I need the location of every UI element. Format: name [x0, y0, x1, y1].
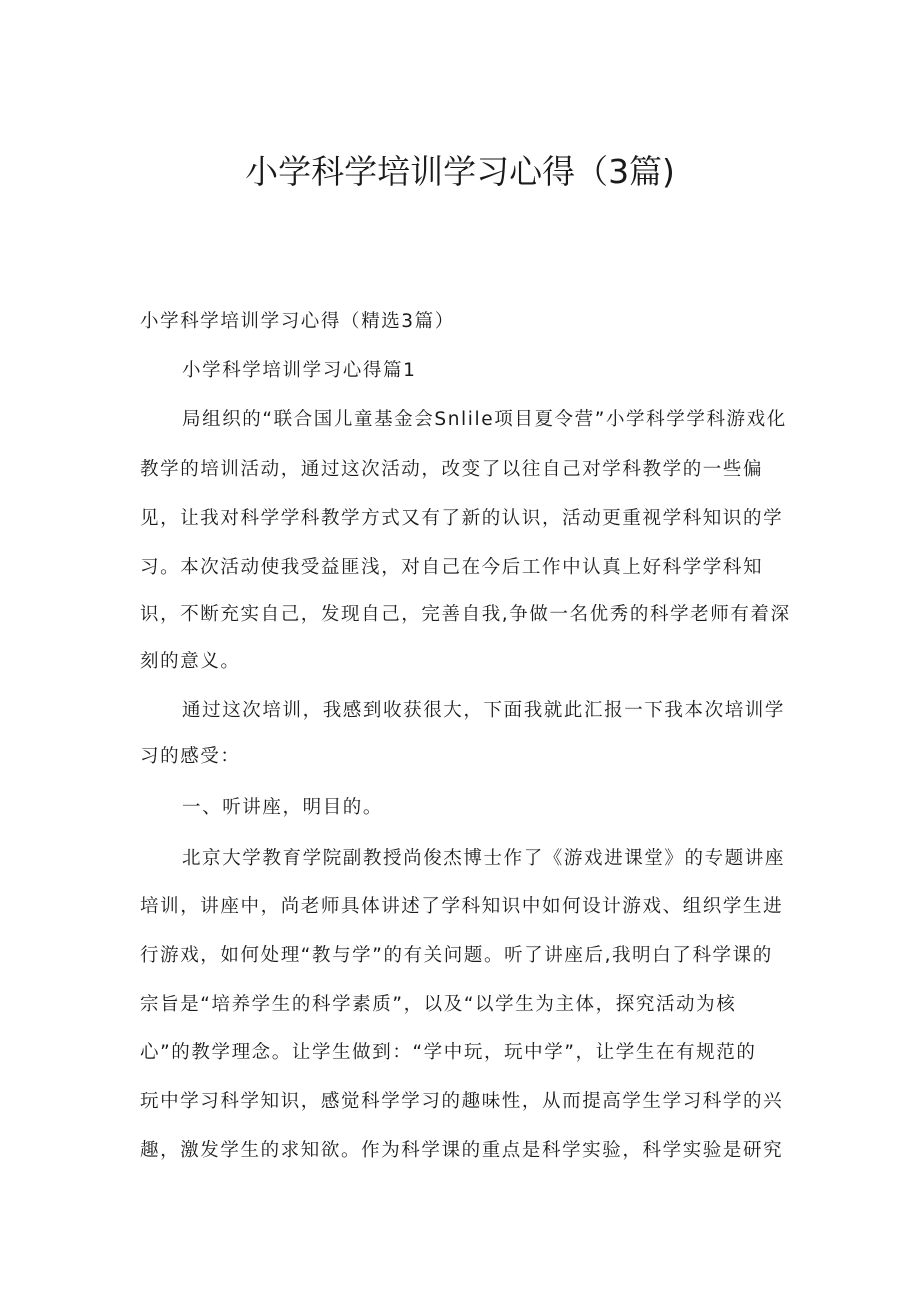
paragraph-line: 识，不断充实自己，发现自己，完善自我,争做一名优秀的科学老师有着深: [140, 604, 791, 625]
paragraph-line: 刻的意义。: [140, 651, 241, 672]
document-subtitle: 小学科学培训学习心得（精选3篇）: [140, 311, 455, 332]
section-heading: 小学科学培训学习心得篇1: [182, 360, 417, 381]
paragraph-line: 宗旨是“培养学生的科学素质”，以及“以学生为主体，探究活动为核: [140, 994, 737, 1015]
paragraph-line: 习。本次活动使我受益匪浅，对自己在今后工作中认真上好科学学科知: [140, 557, 764, 578]
paragraph-line: 见，让我对科学学科教学方式又有了新的认识，活动更重视学科知识的学: [140, 508, 784, 529]
paragraph-line: 培训，讲座中，尚老师具体讲述了学科知识中如何设计游戏、组织学生进: [140, 896, 784, 917]
list-heading: 一、听讲座，明目的。: [182, 797, 384, 818]
document-title: 小学科学培训学习心得（3篇): [245, 152, 675, 191]
paragraph-line: 局组织的“联合国儿童基金会Snlile项目夏令营”小学科学学科游戏化: [182, 409, 787, 430]
paragraph-line: 趣，激发学生的求知欲。作为科学课的重点是科学实验，科学实验是研究: [140, 1140, 784, 1161]
paragraph-line: 玩中学习科学知识，感觉科学学习的趣味性，从而提高学生学习科学的兴: [140, 1091, 784, 1112]
paragraph-line: 心”的教学理念。让学生做到：“学中玩，玩中学”，让学生在有规范的: [140, 1042, 757, 1063]
paragraph-line: 教学的培训活动，通过这次活动，改变了以往自己对学科教学的一些偏: [140, 459, 764, 480]
paragraph-line: 通过这次培训，我感到收获很大，下面我就此汇报一下我本次培训学: [182, 700, 786, 721]
paragraph-line: 北京大学教育学院副教授尚俊杰博士作了《游戏进课堂》的专题讲座: [182, 848, 786, 869]
paragraph-line: 习的感受：: [140, 746, 241, 767]
paragraph-line: 行游戏，如何处理“教与学”的有关问题。听了讲座后,我明白了科学课的: [140, 945, 773, 966]
